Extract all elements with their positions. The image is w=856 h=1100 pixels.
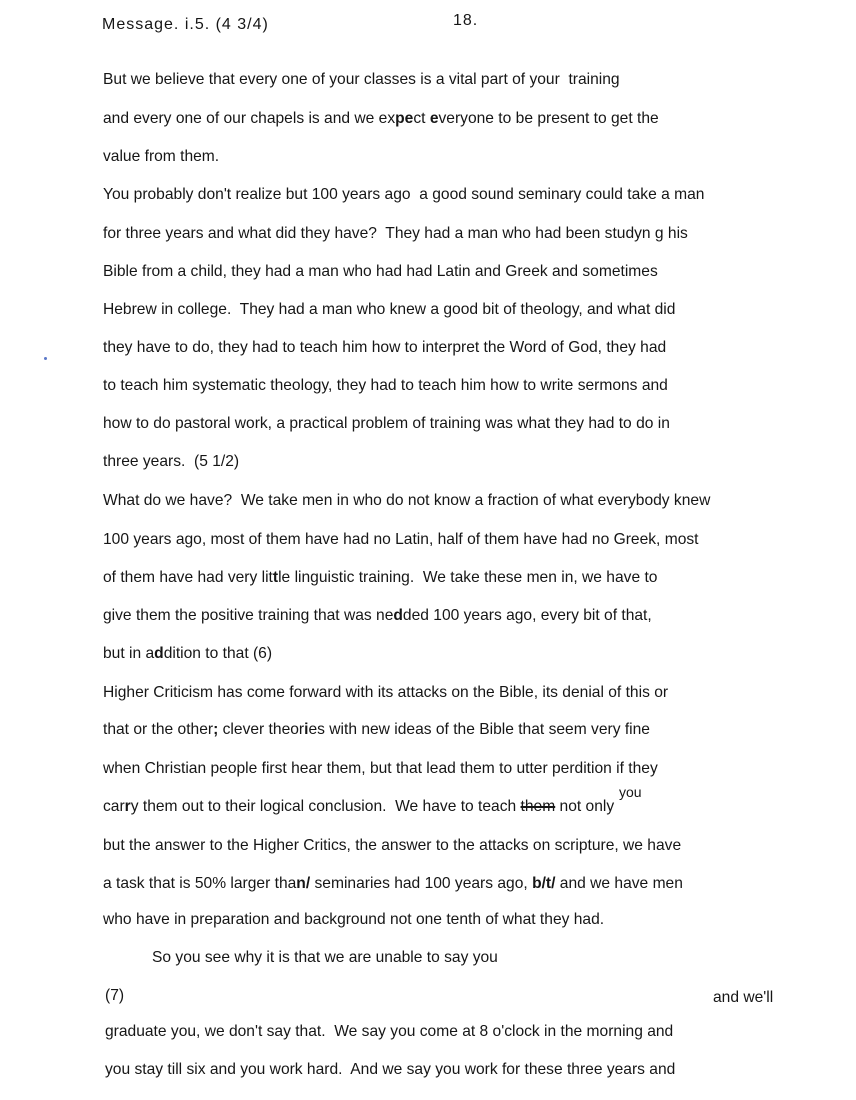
- line-22-overstrike-a: n/: [296, 875, 311, 892]
- line-19: when Christian people first hear them, but that lead them to utter perdition if they: [103, 760, 658, 777]
- line-20-text-b: y them out to their logical conclusion. We have to teach: [130, 798, 521, 815]
- line-20-struck-word: them: [520, 798, 556, 815]
- line-24: So you see why it is that we are unable to say you: [152, 949, 498, 966]
- line-7: Hebrew in college. They had a man who knew a good bit of theology, and what did: [103, 301, 676, 318]
- line-5: for three years and what did they have? They had a man who had been studyn g his: [103, 225, 688, 242]
- line-18-text-c: es with new ideas of the Bible that seem very fine: [308, 721, 650, 738]
- line-18: [103, 720, 650, 740]
- line-22-text-c: and we have men: [555, 875, 683, 892]
- line-2-correction-b: e: [429, 110, 439, 127]
- line-22-overstrike-b: b/t/: [532, 875, 556, 892]
- header-left: Message. i.5. (4 3/4): [102, 16, 269, 33]
- line-18-correction-a: ;: [213, 721, 219, 738]
- line-15: [103, 606, 652, 626]
- line-4: You probably don't realize but 100 years ago a good sound seminary could take a man: [103, 186, 705, 203]
- line-14: [103, 568, 657, 588]
- line-26: graduate you, we don't say that. We say you come at 8 o'clock in the morning and: [105, 1023, 674, 1040]
- line-2-text-a: and every one of our chapels is and we ex: [103, 110, 396, 127]
- line-23: who have in preparation and background not one tenth of what they had.: [103, 911, 605, 928]
- line-17: Higher Criticism has come forward with its attacks on the Bible, its denial of this or: [103, 684, 669, 701]
- line-3: value from them.: [103, 148, 220, 165]
- line-22-text-a: a task that is 50% larger tha: [103, 875, 297, 892]
- line-15-text-a: give them the positive training that was ne: [103, 607, 394, 624]
- page-number: 18.: [453, 12, 479, 29]
- line-11: three years. (5 1/2): [103, 453, 240, 470]
- line-18-text-a: that or the other: [103, 721, 214, 738]
- line-16: [103, 644, 272, 664]
- line-2: [103, 109, 659, 129]
- line-18-text-b: clever theor: [218, 721, 305, 738]
- line-1: But we believe that every one of your classes is a vital part of your training: [103, 71, 620, 88]
- line-2-text-c: veryone to be present to get the: [438, 110, 659, 127]
- line-10: how to do pastoral work, a practical problem of training was what they had to do in: [103, 415, 670, 432]
- line-25-left: (7): [105, 987, 125, 1004]
- line-13: 100 years ago, most of them have had no Latin, half of them have had no Greek, most: [103, 531, 699, 548]
- line-9: to teach him systematic theology, they had to teach him how to write sermons and: [103, 377, 668, 394]
- line-12: What do we have? We take men in who do not know a fraction of what everybody knew: [103, 492, 711, 509]
- line-15-text-b: ded 100 years ago, every bit of that,: [402, 607, 652, 624]
- line-20-text-a: car: [103, 798, 125, 815]
- line-6: Bible from a child, they had a man who had had Latin and Greek and sometimes: [103, 263, 658, 280]
- line-20-correction: r: [124, 798, 131, 815]
- line-8: they have to do, they had to teach him how to interpret the Word of God, they had: [103, 339, 667, 356]
- line-14-correction: t: [272, 569, 279, 586]
- line-2-text-b: ct: [413, 110, 430, 127]
- line-20: [103, 797, 614, 817]
- line-18-correction-b: i: [304, 721, 309, 738]
- line-16-text-b: dition to that (6): [163, 645, 273, 662]
- line-16-correction: d: [154, 645, 164, 662]
- line-2-correction-a: pe: [395, 110, 414, 127]
- line-21: but the answer to the Higher Critics, the answer to the attacks on scripture, we have: [103, 837, 682, 854]
- line-25-right: and we'll: [713, 989, 774, 1006]
- line-20-text-c: not only: [555, 798, 615, 815]
- line-20-insertion: you: [619, 784, 642, 800]
- line-22-text-b: seminaries had 100 years ago,: [310, 875, 533, 892]
- ink-speck: [44, 357, 47, 360]
- line-15-correction: d: [393, 607, 403, 624]
- line-27: you stay till six and you work hard. And we say you work for these three years and: [105, 1061, 676, 1078]
- line-22: [103, 874, 683, 894]
- line-16-text-a: but in a: [103, 645, 155, 662]
- line-14-text-b: le linguistic training. We take these men in, we have to: [278, 569, 658, 586]
- line-14-text-a: of them have had very lit: [103, 569, 273, 586]
